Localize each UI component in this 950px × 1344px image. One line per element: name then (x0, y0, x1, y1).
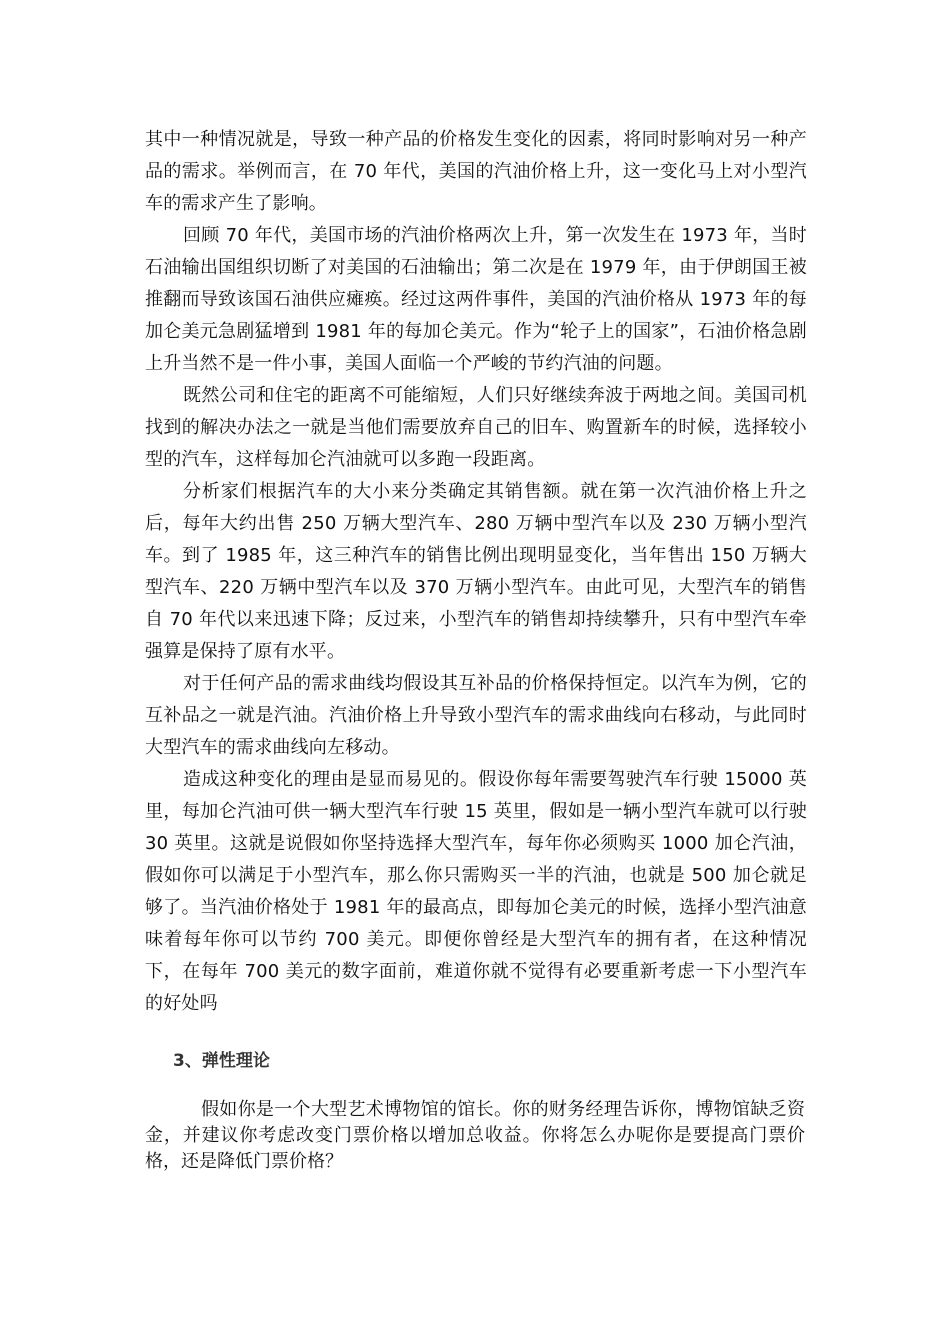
paragraph-2: 回顾 70 年代，美国市场的汽油价格两次上升，第一次发生在 1973 年，当时石油输出国组织切断了对美国的石油输出；第二次是在 1979 年，由于伊朗国王被推翻而导致该国石油供应瘫痪。经过这两件事件，美国的汽油价格从 1973 年的每加仑美元急剧猛增到 1981 年的每加仑美元。作为“轮子上的国家”，石油价格急剧上升当然不是一件小事，美国人面临一个严峻的节约汽油的问题。 (145, 225, 807, 374)
document-body (145, 124, 807, 1020)
paragraph-5: 对于任何产品的需求曲线均假设其互补品的价格保持恒定。以汽车为例，它的互补品之一就是汽油。汽油价格上升导致小型汽车的需求曲线向右移动，与此同时大型汽车的需求曲线向左移动。 (145, 673, 807, 758)
paragraph-3: 既然公司和住宅的距离不可能缩短，人们只好继续奔波于两地之间。美国司机找到的解决办法之一就是当他们需要放弃自己的旧车、购置新车的时候，选择较小型的汽车，这样每加仑汽油就可以多跑一段距离。 (145, 385, 807, 470)
paragraph-1: 其中一种情况就是，导致一种产品的价格发生变化的因素，将同时影响对另一种产品的需求。举例而言，在 70 年代，美国的汽油价格上升，这一变化马上对小型汽车的需求产生了影响。 (145, 129, 807, 214)
paragraph-4: 分析家们根据汽车的大小来分类确定其销售额。就在第一次汽油价格上升之后，每年大约出售 250 万辆大型汽车、280 万辆中型汽车以及 230 万辆小型汽车。到了 1985 年，这三种汽车的销售比例出现明显变化，当年售出 150 万辆大型汽车、220 万辆中型汽车以及 370 万辆小型汽车。由此可见，大型汽车的销售自 70 年代以来迅速下降；反过来，小型汽车的销售却持续攀升，只有中型汽车牵强算是保持了原有水平。 (145, 481, 807, 662)
paragraph-6: 造成这种变化的理由是显而易见的。假设你每年需要驾驶汽车行驶 15000 英里，每加仑汽油可供一辆大型汽车行驶 15 英里，假如是一辆小型汽车就可以行驶 30 英里。这就是说假如你坚持选择大型汽车，每年你必须购买 1000 加仑汽油，假如你可以满足于小型汽车，那么你只需购买一半的汽油，也就是 500 加仑就足够了。当汽油价格处于 1981 年的最高点，即每加仑美元的时候，选择小型汽油意味着每年你可以节约 700 美元。即便你曾经是大型汽车的拥有者，在这种情况下，在每年 700 美元的数字面前，难道你就不觉得有必要重新考虑一下小型汽车的好处吗 (145, 769, 807, 1014)
tail-paragraph: 假如你是一个大型艺术博物馆的馆长。你的财务经理告诉你，博物馆缺乏资金，并建议你考虑改变门票价格以增加总收益。你将怎么办呢你是要提高门票价格，还是降低门票价格？ (145, 1099, 805, 1172)
section-title: 3、弹性理论 (173, 1051, 270, 1071)
